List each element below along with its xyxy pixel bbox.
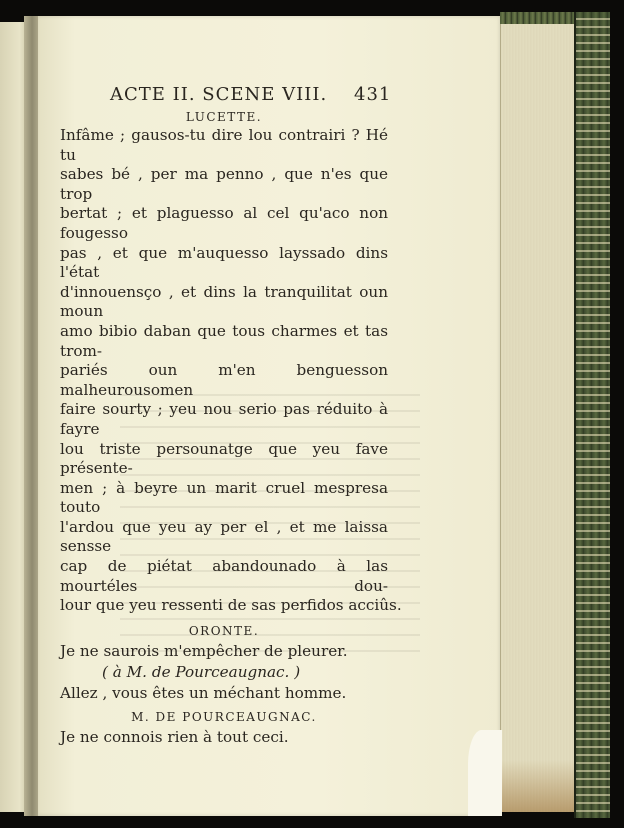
text-line: Infâme ; gausos-tu dire lou contrairi ? Hé tu bbox=[60, 126, 388, 164]
text-line: d'innouensço , et dins la tranquilitat oun moun bbox=[60, 282, 388, 321]
text-line: men ; à beyre un marit cruel mespresa touto bbox=[60, 478, 388, 517]
running-title: ACTE II. SCENE VIII. bbox=[110, 84, 328, 105]
text-line: pariés oun m'en benguesson malheurousomen bbox=[60, 361, 388, 399]
speaker-oronte: ORONTE. bbox=[188, 623, 260, 638]
page-text bbox=[60, 84, 402, 748]
speaker-lucette: LUCETTE. bbox=[185, 110, 263, 124]
text-line: lou triste persounatge que yeu fave présente- bbox=[60, 439, 388, 478]
text-line: sabes bé , per ma penno , que n'es que trop bbox=[60, 165, 388, 203]
lucette-speech bbox=[60, 126, 402, 616]
page-number: 431 bbox=[354, 84, 392, 105]
page-header bbox=[110, 84, 392, 108]
text-line: cap de piétat abandounado à las mourtéles dou- bbox=[60, 557, 388, 595]
text-line: pas , et que m'auquesso layssado dins l'état bbox=[60, 243, 388, 282]
stage-direction: ( à M. de Pourceaugnac. ) bbox=[102, 662, 301, 681]
text-line: l'ardou que yeu ay per el , et me laissa sensse bbox=[60, 517, 388, 556]
oronte-line-2: Allez , vous êtes un méchant homme. bbox=[60, 683, 347, 702]
speaker-pourceaugnac: M. DE POURCEAUGNAC. bbox=[131, 709, 317, 724]
oronte-line-1: Je ne saurois m'empêcher de pleurer. bbox=[60, 641, 348, 660]
text-line: lour que yeu ressenti de sas perfidos acciûs. bbox=[60, 596, 402, 615]
book-spine bbox=[574, 12, 610, 818]
text-line: bertat ; et plaguesso al cel qu'aco non fougesso bbox=[60, 204, 388, 242]
page-edges-shadow bbox=[500, 760, 578, 812]
text-line: faire sourty ; yeu nou serio pas réduito à fayre bbox=[60, 400, 388, 438]
page-edges bbox=[500, 22, 579, 812]
pourceaugnac-line: Je ne connois rien à tout ceci. bbox=[60, 727, 289, 746]
paper-damage bbox=[468, 730, 502, 816]
text-line: amo bibio daban que tous charmes et tas trom- bbox=[60, 321, 388, 360]
